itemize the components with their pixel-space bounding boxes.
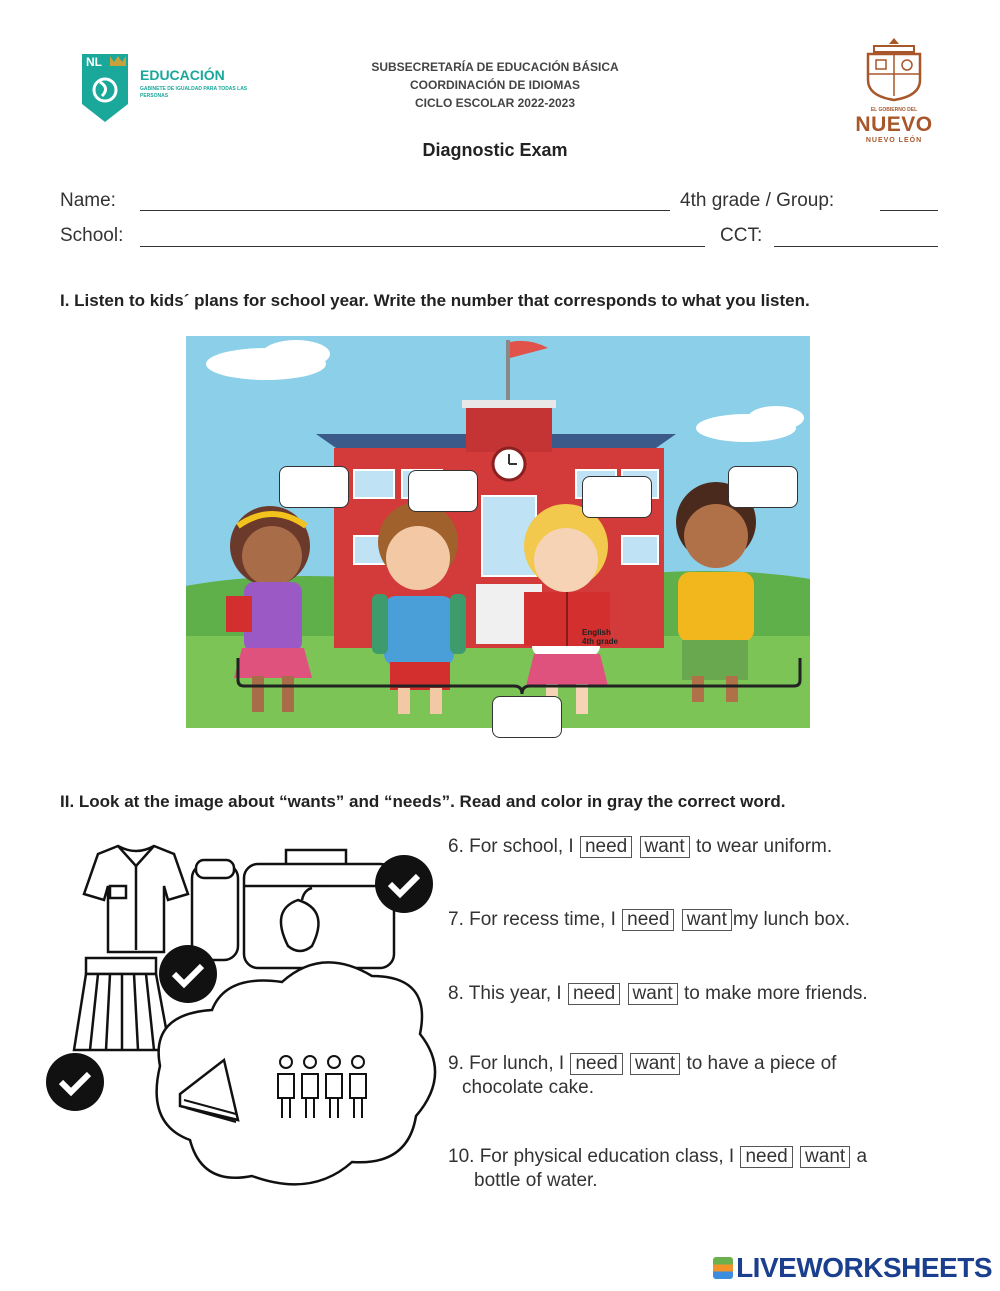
liveworksheets-icon xyxy=(713,1257,733,1279)
option-need-7[interactable]: need xyxy=(622,909,674,931)
sentence-6: 6. For school, I need want to wear uniform. xyxy=(448,836,833,857)
logo-nl-mark: NL xyxy=(86,55,102,69)
logo-educacion-text: EDUCACIÓN xyxy=(140,67,225,83)
header-line-1: SUBSECRETARÍA DE EDUCACIÓN BÁSICA xyxy=(371,60,619,74)
lunch-box-icon xyxy=(244,850,394,968)
option-want-9[interactable]: want xyxy=(630,1053,680,1075)
sentence-9: 9. For lunch, I need want to have a piece of chocolate cake. xyxy=(448,1053,837,1098)
skirt-icon xyxy=(74,958,170,1050)
nl-logo-line3: NUEVO LEÓN xyxy=(865,137,923,144)
option-need-6[interactable]: need xyxy=(580,836,632,858)
wants-needs-illustration xyxy=(40,830,440,1210)
option-want-8[interactable]: want xyxy=(628,983,678,1005)
logo-tagline: GABINETE DE IGUALDAD PARA TODAS LAS PERSONAS xyxy=(140,86,248,99)
sentence-7: 7. For recess time, I need want my lunch box. xyxy=(448,909,851,930)
cct-field[interactable] xyxy=(774,246,938,247)
educacion-logo xyxy=(80,52,250,128)
sentence-8: 8. This year, I need want to make more friends. xyxy=(448,983,868,1004)
answer-box-5[interactable] xyxy=(492,696,562,738)
school-scene-illustration xyxy=(186,336,810,728)
group-field[interactable] xyxy=(880,210,938,211)
liveworksheets-brand: LIVEWORKSHEETS xyxy=(736,1252,992,1283)
answer-box-2[interactable] xyxy=(408,470,478,512)
nl-logo-line1: EL GOBIERNO DEL xyxy=(870,107,918,113)
exam-title: Diagnostic Exam xyxy=(422,140,568,160)
cct-label: CCT: xyxy=(720,225,763,246)
sentence-10: 10. For physical education class, I need want a bottle of water. xyxy=(448,1146,868,1191)
option-need-9[interactable]: need xyxy=(570,1053,622,1075)
check-icon xyxy=(375,855,433,913)
option-want-10[interactable]: want xyxy=(800,1146,850,1168)
answer-box-1[interactable] xyxy=(279,466,349,508)
nuevo-leon-logo xyxy=(846,36,942,144)
school-label: School: xyxy=(60,225,124,246)
liveworksheets-logo xyxy=(713,1252,992,1284)
section-1-title: I. Listen to kids´ plans for school year. Write the number that corresponds to what you listen. xyxy=(60,291,810,310)
answer-box-3[interactable] xyxy=(582,476,652,518)
name-field[interactable] xyxy=(140,210,670,211)
option-want-6[interactable]: want xyxy=(640,836,690,858)
section-2-title: II. Look at the image about “wants” and “needs”. Read and color in gray the correct word. xyxy=(60,792,786,811)
answer-box-4[interactable] xyxy=(728,466,798,508)
name-label: Name: xyxy=(60,190,116,211)
header-line-3: CICLO ESCOLAR 2022-2023 xyxy=(414,96,576,110)
option-need-8[interactable]: need xyxy=(568,983,620,1005)
check-icon xyxy=(46,1053,104,1111)
check-icon xyxy=(159,945,217,1003)
water-bottle-icon xyxy=(192,860,238,960)
option-want-7[interactable]: want xyxy=(682,909,732,931)
shirt-icon xyxy=(84,846,188,952)
header-line-2: COORDINACIÓN DE IDIOMAS xyxy=(409,78,580,92)
coat-of-arms-icon xyxy=(846,36,942,102)
option-need-10[interactable]: need xyxy=(740,1146,792,1168)
school-field[interactable] xyxy=(140,246,705,247)
grade-group-label: 4th grade / Group: xyxy=(680,190,835,211)
header-institution xyxy=(300,58,690,112)
book-label: English 4th grade xyxy=(582,628,619,646)
nl-logo-line2: NUEVO xyxy=(855,113,933,136)
